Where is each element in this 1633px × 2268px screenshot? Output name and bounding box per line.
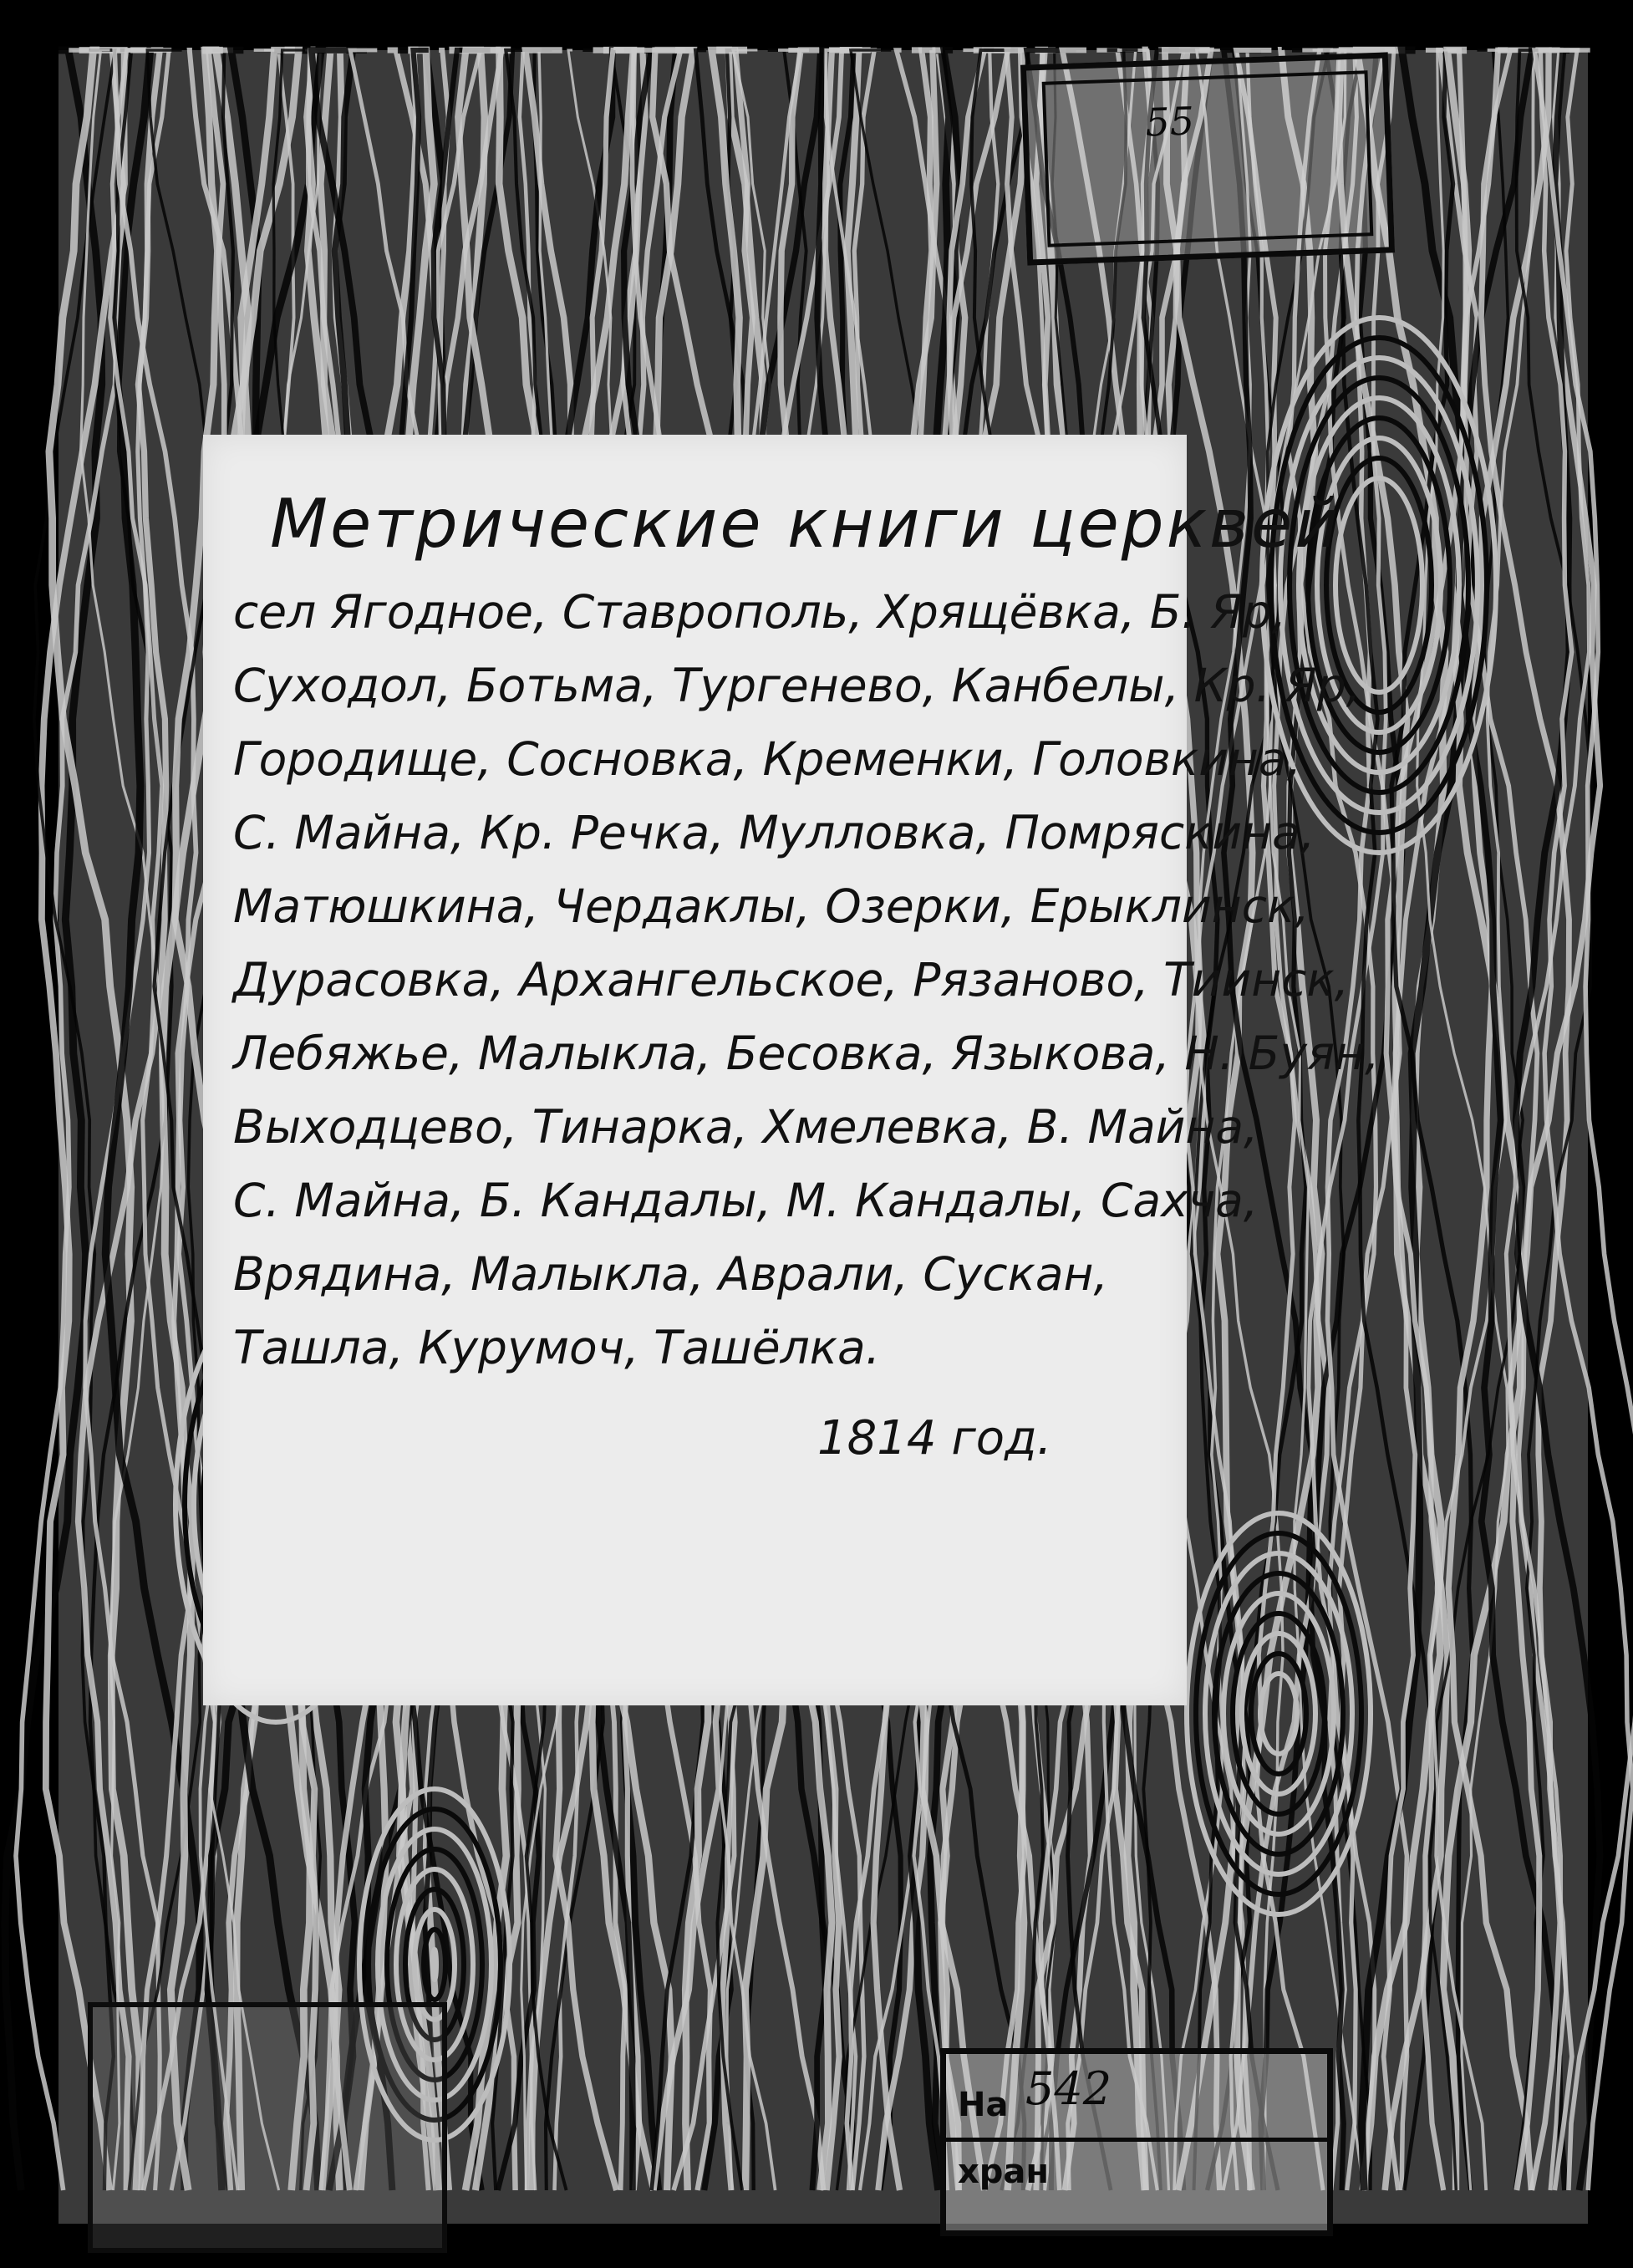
village-line: С. Майна, Б. Кандалы, М. Кандалы, Сахча, [233, 1174, 1259, 1227]
village-line: Выходцево, Тинарка, Хмелевка, В. Майна, [233, 1100, 1259, 1154]
archive-stamp-bottom-right [940, 2048, 1333, 2236]
paper-label [203, 435, 1380, 1705]
document-title: Метрические книги церквей [270, 485, 1341, 563]
village-line: Матюшкина, Чердаклы, Озерки, Ерыклинск, [233, 879, 1310, 933]
village-line: Городище, Сосновка, Кременки, Головкина, [233, 732, 1302, 786]
village-line: Дурасовка, Архангельское, Рязаново, Тиинск, [233, 953, 1350, 1007]
archive-stamp-bottom-left [88, 2002, 447, 2253]
document-year: 1814 год. [817, 1411, 1052, 1465]
stamp-storage-number: 542 [1025, 2062, 1112, 2115]
village-line: С. Майна, Кр. Речка, Мулловка, Помряскина, [233, 806, 1315, 859]
village-line: Суходол, Ботьма, Тургенево, Канбелы, Кр. Яр, [233, 659, 1361, 712]
village-line: Врядина, Малыкла, Аврали, Сускан, [233, 1247, 1108, 1301]
stamp-number: 55 [1144, 98, 1195, 145]
village-line: сел Ягодное, Ставрополь, Хрящёвка, Б. Яр, [233, 585, 1287, 639]
village-line: Ташла, Курумоч, Ташёлка. [233, 1321, 881, 1374]
village-line: Лебяжье, Малыкла, Бесовка, Языкова, Н. Буян, [233, 1027, 1380, 1080]
stamp-label-na: На [958, 2086, 1009, 2124]
archive-stamp-top [1020, 52, 1395, 265]
stamp-label-hran: хран [958, 2153, 1050, 2191]
